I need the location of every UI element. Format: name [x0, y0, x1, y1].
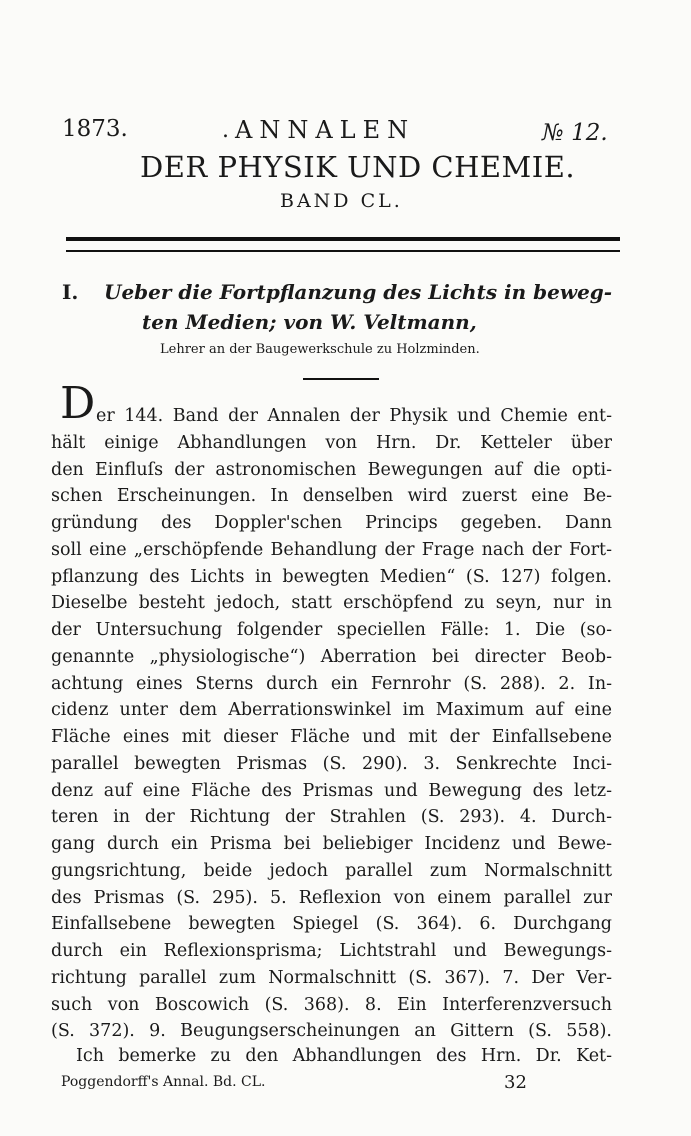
article-title-line1: Ueber die Fortpflanzung des Lichts in beweg-: [104, 280, 613, 304]
body-line-last: Ich bemerke zu den Abhandlungen des Hrn. Dr. Ket-: [76, 1046, 612, 1066]
body-line: teren in der Richtung der Strahlen (S. 293). 4. Durch-: [51, 807, 612, 828]
body-line: er 144. Band der Annalen der Physik und Chemie ent-: [96, 406, 612, 426]
body-line: gründung des Doppler'schen Princips gegeben. Dann: [51, 513, 612, 533]
body-line: genannte „physiologische“) Aberration bei directer Beob-: [51, 646, 612, 667]
print-mark: .: [222, 118, 229, 143]
body-line: achtung eines Sterns durch ein Fernrohr (S. 288). 2. In-: [51, 673, 612, 694]
body-line: der Untersuchung folgender speciellen Fälle: 1. Die (so-: [51, 620, 612, 640]
body-line: den Einfluſs der astronomischen Bewegungen auf die opti-: [51, 459, 612, 480]
author-affiliation: Lehrer an der Baugewerkschule zu Holzminden.: [160, 342, 480, 357]
body-line: hält einige Abhandlungen von Hrn. Dr. Ketteler über: [51, 432, 612, 453]
body-line: durch ein Reflexionsprisma; Lichtstrahl und Bewegungs-: [51, 941, 612, 961]
body-line: des Prismas (S. 295). 5. Reflexion von einem parallel zur: [51, 887, 612, 908]
body-line: Einfallsebene bewegten Spiegel (S. 364). 6. Durchgang: [51, 914, 612, 935]
article-title-line2: ten Medien; von W. Veltmann,: [142, 310, 477, 334]
publication-year: 1873.: [62, 116, 128, 142]
body-line: gungsrichtung, beide jedoch parallel zum Normalschnitt: [51, 860, 612, 881]
footer-signature: 32: [504, 1072, 527, 1093]
body-line: cidenz unter dem Aberrationswinkel im Maximum auf eine: [51, 700, 612, 721]
volume-label: BAND CL.: [280, 190, 403, 212]
header-rule-thick: [66, 237, 620, 241]
body-line: Dieselbe besteht jedoch, statt erschöpfend zu seyn, nur in: [51, 593, 612, 614]
footer-source: Poggendorff's Annal. Bd. CL.: [61, 1074, 266, 1090]
body-line: such von Boscowich (S. 368). 8. Ein Interferenzversuch: [51, 994, 612, 1015]
body-line: schen Erscheinungen. In denselben wird zuerst eine Be-: [51, 486, 612, 507]
issue-number: № 12.: [542, 120, 608, 146]
body-line: gang durch ein Prisma bei beliebiger Incidenz und Bewe-: [51, 834, 612, 854]
header-rule-thin: [66, 250, 620, 252]
body-line: pflanzung des Lichts in bewegten Medien“ (S. 127) folgen.: [51, 566, 612, 587]
title-separator: [303, 378, 379, 380]
body-line: parallel bewegten Prismas (S. 290). 3. Senkrechte Inci-: [51, 753, 612, 774]
body-line: richtung parallel zum Normalschnitt (S. 367). 7. Der Ver-: [51, 967, 612, 988]
drop-cap: D: [60, 378, 96, 429]
article-number: I.: [62, 280, 79, 304]
body-line: soll eine „erschöpfende Behandlung der Frage nach der Fort-: [51, 539, 612, 560]
journal-title-line2: DER PHYSIK UND CHEMIE.: [140, 150, 576, 184]
journal-title-line1: ANNALEN: [235, 116, 416, 144]
body-line: denz auf eine Fläche des Prismas und Bewegung des letz-: [51, 780, 612, 801]
body-line: (S. 372). 9. Beugungserscheinungen an Gittern (S. 558).: [51, 1021, 612, 1042]
body-line: Fläche eines mit dieser Fläche und mit der Einfallsebene: [51, 727, 612, 747]
